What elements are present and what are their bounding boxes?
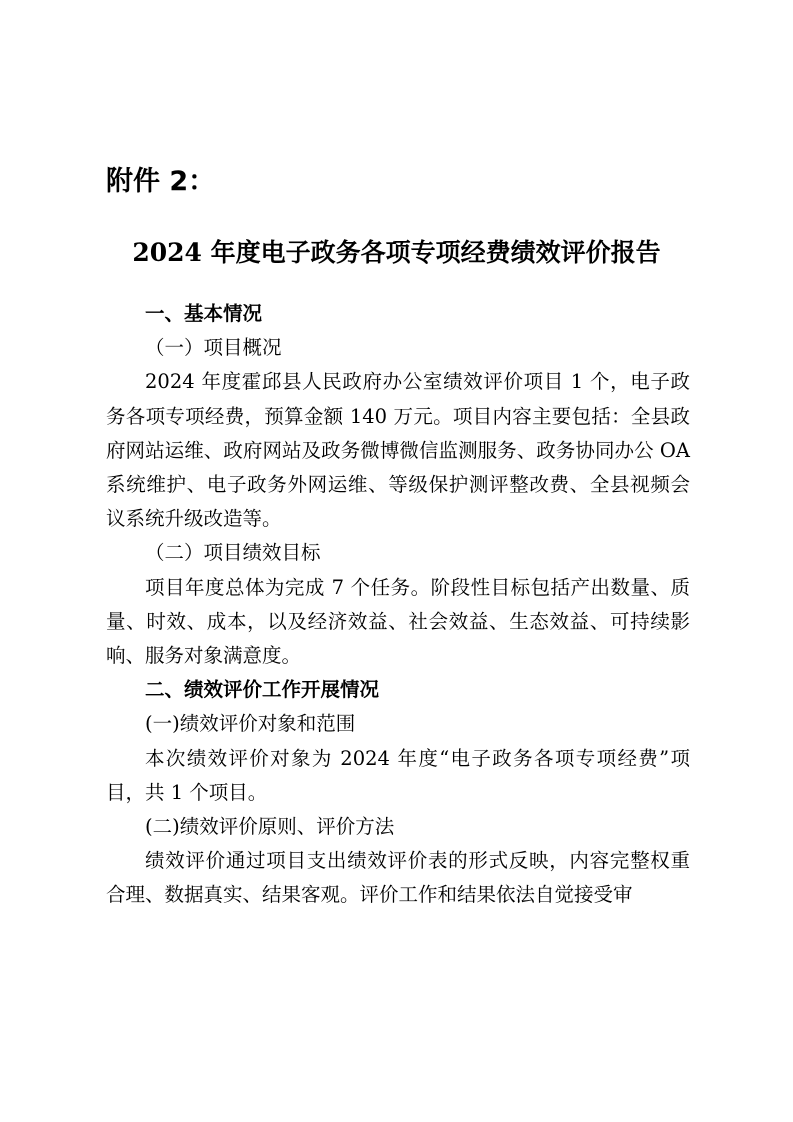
subsection-heading-project-overview: （一）项目概况 [145, 336, 282, 360]
section-heading-basic-info: 一、基本情况 [145, 302, 263, 325]
paragraph-performance-goals: 项目年度总体为完成 7 个任务。阶段性目标包括产出数量、质量、时效、成本，以及经济效益、社会效益、生态效益、可持续影响、服务对象满意度。 [106, 575, 690, 668]
paragraph-evaluation-principles: 绩效评价通过项目支出绩效评价表的形式反映，内容完整权重合理、数据真实、结果客观。评价工作和结果依法自觉接受审 [106, 849, 690, 907]
subsection-heading-evaluation-scope: (一)绩效评价对象和范围 [145, 712, 356, 736]
subsection-heading-performance-goals: （二）项目绩效目标 [145, 541, 321, 565]
report-title: 2024 年度电子政务各项专项经费绩效评价报告 [132, 238, 661, 267]
report-body [106, 297, 690, 913]
attachment-label: 附件 2： [106, 166, 216, 197]
paragraph-project-overview: 2024 年度霍邱县人民政府办公室绩效评价项目 1 个，电子政务各项专项经费，预算金额 140 万元。项目内容主要包括：全县政府网站运维、政府网站及政务微博微信监测服务、政务协同办公 OA 系统维护、电子政务外网运维、等级保护测评整改费、全县视频会议系统升级改造等。 [106, 370, 690, 531]
paragraph-evaluation-scope: 本次绩效评价对象为 2024 年度“电子政务各项专项经费”项目，共 1 个项目。 [106, 746, 690, 804]
subsection-heading-evaluation-principles: (二)绩效评价原则、评价方法 [145, 815, 395, 839]
section-heading-evaluation-work: 二、绩效评价工作开展情况 [145, 678, 380, 702]
